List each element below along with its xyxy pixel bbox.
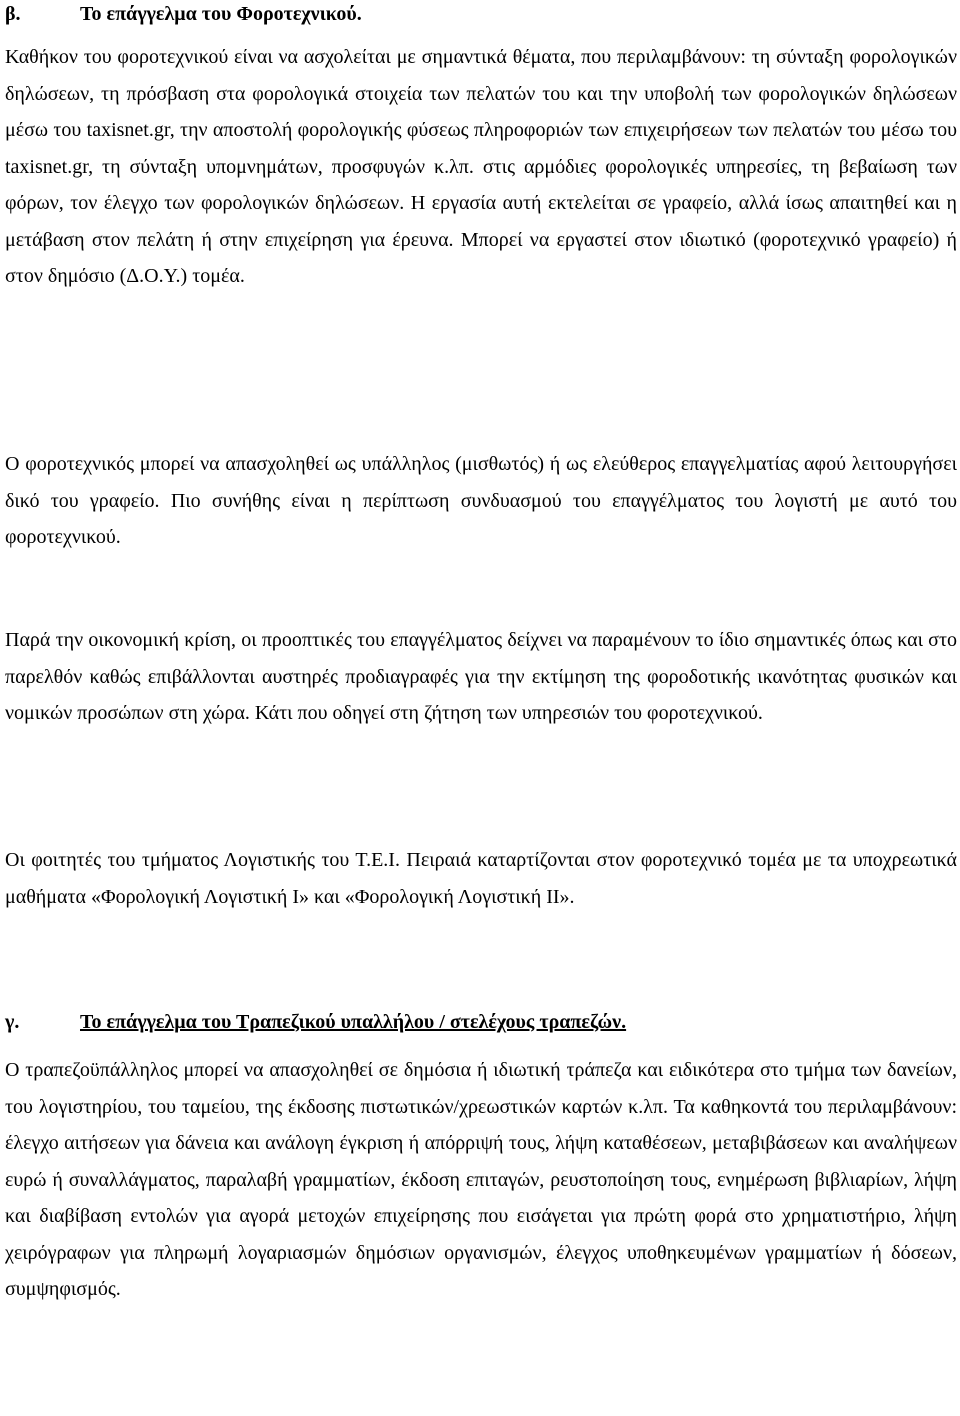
section-heading-gamma	[5, 1008, 626, 1036]
paragraph: Ο τραπεζοϋπάλληλος μπορεί να απασχοληθεί σε δημόσια ή ιδιωτική τράπεζα και ειδικότερα στο τμήμα των δανείων, του λογιστηρίου, του ταμείου, της έκδοσης πιστωτικών/χρεωστικών καρτών κ.λπ. Τα καθηκοντά του περιλαμβάνουν: έλεγχο αιτήσεων για δάνεια και ανάλογη έγκριση ή απόρριψή τους, λήψη καταθέσεων, μεταβιβάσεων και αναλήψεων ευρώ ή συναλλάγματος, παραλαβή γραμματίων, έκδοση επιταγών, ρευστοποίηση τους, ενημέρωση βιβλιαρίων, λήψη και διαβίβαση εντολών για αγορά μετοχών επιχείρησης που εισάγεται για πρώτη φορά στο χρηματιστήριο, λήψη χειρόγραφων για πληρωμή λογαριασμών δημόσιων οργανισμών, έλεγχος υποθηκευμένων γραμματίων ή δόσεων, συμψηφισμός.	[5, 1059, 957, 1300]
section-title: Το επάγγελμα του Τραπεζικού υπαλλήλου / στελέχους τραπεζών.	[80, 1011, 627, 1033]
paragraph: Καθήκον του φοροτεχνικού είναι να ασχολείται με σημαντικά θέματα, που περιλαμβάνουν: τη σύνταξη φορολογικών δηλώσεων, τη πρόσβαση στα φορολογικά στοιχεία των πελατών του και την υποβολή των φορολογικών δηλώσεων μέσω του taxisnet.gr, την αποστολή φορολογικής φύσεως πληροφοριών των επιχειρήσεων των πελατών του μέσω του taxisnet.gr, τη σύνταξη υπομνημάτων, προσφυγών κ.λπ. στις αρμόδιες φορολογικές υπηρεσίες, τη βεβαίωση των φόρων, τον έλεγχο των φορολογικών δηλώσεων. Η εργασία αυτή εκτελείται σε γραφείο, αλλά ίσως απαιτηθεί και η μετάβαση στον πελάτη ή στην επιχείρηση για έρευνα. Μπορεί να εργαστεί στον ιδιωτικό (φοροτεχνικό γραφείο) ή στον δημόσιο (Δ.Ο.Υ.) τομέα.	[5, 46, 957, 287]
paragraph: Ο φοροτεχνικός μπορεί να απασχοληθεί ως υπάλληλος (μισθωτός) ή ως ελεύθερος επαγγελματίας αφού λειτουργήσει δικό του γραφείο. Πιο συνήθης είναι η περίπτωση συνδυασμού του επαγγέλματος του λογιστή με αυτό του φοροτεχνικού.	[5, 453, 957, 548]
paragraph: Παρά την οικονομική κρίση, οι προοπτικές του επαγγέλματος δείχνει να παραμένουν το ίδιο σημαντικές όπως και στο παρελθόν καθώς επιβάλλονται αυστηρές προδιαγραφές για την εκτίμηση της φοροδοτικής ικανότητας φυσικών και νομικών προσώπων στη χώρα. Κάτι που οδηγεί στη ζήτηση των υπηρεσιών του φοροτεχνικού.	[5, 629, 957, 724]
section-heading-beta	[5, 0, 362, 28]
section-number: β.	[5, 3, 21, 25]
paragraph: Οι φοιτητές του τμήματος Λογιστικής του Τ.Ε.Ι. Πειραιά καταρτίζονται στον φοροτεχνικό τομέα με τα υποχρεωτικά μαθήματα «Φορολογική Λογιστική Ι» και «Φορολογική Λογιστική ΙΙ».	[5, 849, 957, 908]
section-title: Το επάγγελμα του Φοροτεχνικού.	[80, 3, 362, 25]
section-number: γ.	[5, 1011, 20, 1033]
